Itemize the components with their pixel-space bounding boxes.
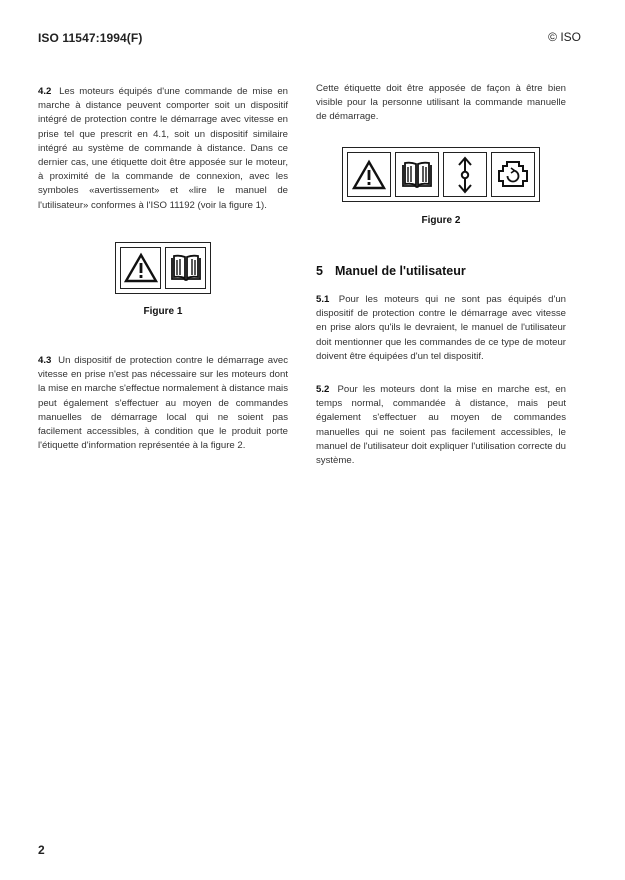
clause-number: 4.2 [38, 86, 52, 97]
figure-2 [342, 147, 540, 202]
paragraph-text: Pour les moteurs qui ne sont pas équipés d'un dispositif de protection contre le démarrage avec vitesse en prise alors qu'ils le devraient, le manuel de l'utilisateur doit mentionner que les commandes de ce type de moteur doivent être équipées d'un tel dispositif. [316, 294, 567, 362]
paragraph-4-2 [38, 85, 288, 213]
warning-triangle-icon [347, 152, 391, 197]
header-standard-id: ISO 11547:1994(F) [38, 31, 143, 45]
paragraph-5-2 [316, 383, 566, 468]
paragraph-4-3 [38, 354, 288, 453]
section-number: 5 [316, 264, 323, 278]
section-title: Manuel de l'utilisateur [334, 264, 466, 278]
read-manual-book-icon [395, 152, 439, 197]
section-heading [316, 264, 466, 278]
figure-1-caption: Figure 1 [143, 306, 183, 317]
clause-number: 5.2 [316, 384, 330, 395]
paragraph-text: Les moteurs équipés d'une commande de mise en marche à distance peuvent comporter soit un dispositif intégré de protection contre le démarrage avec vitesse en prise tel que prescrit en 4.1, soit un dispositif similaire intégré au système de commande à distance. Dans ce dernier cas, une étiquette doit être apposée sur le moteur, à proximité de la commande de connexion, avec les symboles «avertissement» et «lire le manuel de l'utilisateur» conformes à l'ISO 11192 (voir la figure 1). [38, 86, 288, 211]
page-number: 2 [38, 843, 45, 857]
label-paragraph [316, 82, 566, 125]
gear-shift-icon [443, 152, 487, 197]
header-copyright: © ISO [548, 30, 581, 44]
figure-1 [115, 242, 211, 294]
warning-triangle-icon [120, 247, 161, 289]
engine-start-icon [491, 152, 535, 197]
paragraph-text: Cette étiquette doit être apposée de façon à être bien visible pour la personne utilisant la commande manuelle de démarrage. [316, 83, 566, 123]
clause-number: 5.1 [316, 294, 330, 305]
paragraph-text: Pour les moteurs dont la mise en marche est, en temps normal, commandée à distance, mais peut également s'effectuer au moyen de commandes manuelles qui ne soient pas facilement accessibles, le manuel de l'utilisateur doit expliquer l'utilisation correcte du système. [316, 384, 566, 467]
figure-2-caption: Figure 2 [421, 215, 461, 226]
read-manual-book-icon [165, 247, 206, 289]
paragraph-5-1 [316, 293, 566, 364]
clause-number: 4.3 [38, 355, 52, 366]
paragraph-text: Un dispositif de protection contre le démarrage avec vitesse en prise n'est pas nécessaire sur les moteurs dont la mise en marche s'effectue normalement à distance mais peut également s'effectuer au moyen de commandes manuelles de démarrage local qui ne soient pas facilement accessibles, à condition que le produit porte l'étiquette d'information représentée à la figure 2. [38, 355, 288, 452]
